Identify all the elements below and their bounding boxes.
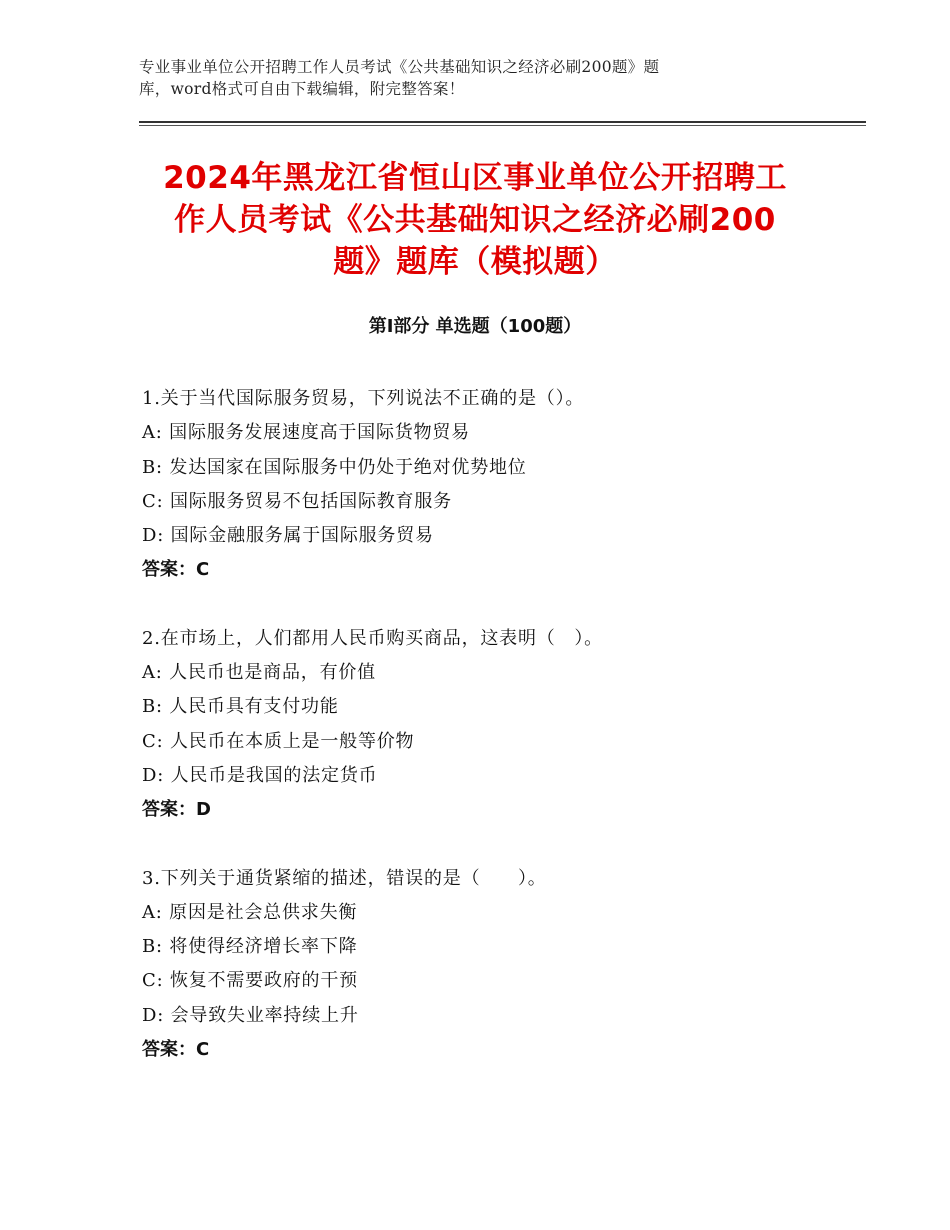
option-c: C: 国际服务贸易不包括国际教育服务 (142, 490, 452, 512)
question-1 (142, 382, 842, 588)
option-d: D: 人民币是我国的法定货币 (142, 764, 378, 786)
question-list (142, 382, 842, 1101)
option-c: C: 人民币在本质上是一般等价物 (142, 730, 415, 752)
option-d: D: 国际金融服务属于国际服务贸易 (142, 525, 434, 547)
option-b: B: 人民币具有支付功能 (142, 696, 339, 718)
document-title-line-2: 作人员考试《公共基础知识之经济必刷200 (174, 202, 776, 238)
header-note-line-1: 专业事业单位公开招聘工作人员考试《公共基础知识之经济必刷200题》题 (139, 58, 660, 76)
header-divider-thick (139, 121, 866, 123)
header-note-line-2: 库，word格式可自由下载编辑，附完整答案！ (139, 80, 465, 98)
option-b: B: 发达国家在国际服务中仍处于绝对优势地位 (142, 456, 527, 478)
question-stem: 1.关于当代国际服务贸易，下列说法不正确的是（）。 (142, 388, 585, 409)
document-title-line-3: 题》题库（模拟题） (333, 244, 617, 280)
question-stem: 3.下列关于通货紧缩的描述，错误的是（ ）。 (142, 867, 547, 889)
question-stem: 2.在市场上，人们都用人民币购买商品，这表明（ ）。 (142, 627, 603, 649)
option-a: A: 人民币也是商品，有价值 (142, 662, 376, 684)
answer-key: 答案：D (142, 799, 211, 821)
question-2 (142, 622, 842, 828)
document-title-line-1: 2024年黑龙江省恒山区事业单位公开招聘工 (163, 160, 787, 196)
option-a: A: 国际服务发展速度高于国际货物贸易 (142, 422, 470, 444)
header-divider-thin (139, 125, 866, 126)
question-3 (142, 862, 842, 1068)
section-title: 第Ⅰ部分 单选题（100题） (368, 316, 582, 337)
answer-key: 答案：C (142, 559, 210, 581)
document-title (120, 157, 830, 283)
option-a: A: 原因是社会总供求失衡 (142, 901, 358, 923)
option-b: B: 将使得经济增长率下降 (142, 936, 358, 958)
header-note (139, 56, 779, 100)
option-d: D: 会导致失业率持续上升 (142, 1004, 359, 1026)
option-c: C: 恢复不需要政府的干预 (142, 970, 358, 992)
answer-key: 答案：C (142, 1039, 210, 1061)
